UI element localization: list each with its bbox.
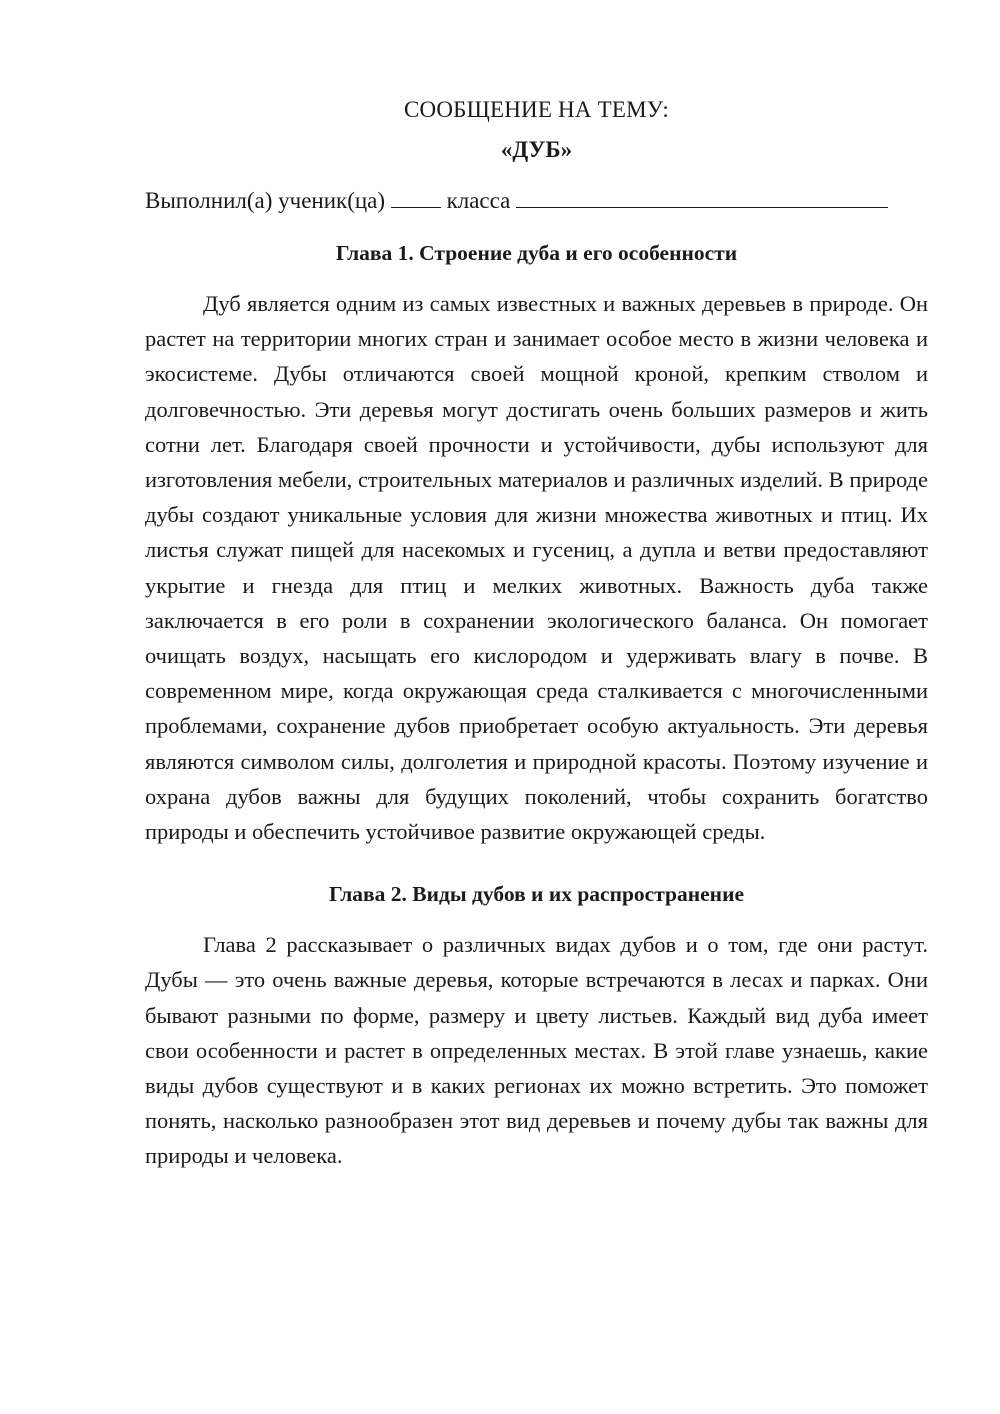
grade-blank-field xyxy=(391,185,441,208)
chapter-2-heading: Глава 2. Виды дубов и их распространение xyxy=(328,882,745,907)
document-page xyxy=(145,95,928,1174)
chapter-1-paragraph: Дуб является одним из самых известных и важных деревьев в природе. Он растет на территории многих стран и занимает особое место в жизни человека и экосистеме. Дубы отличаются своей мощной кроной, крепким стволом и долговечностью. Эти деревья могут достигать очень больших размеров и жить сотни лет. Благодаря своей прочности и устойчивости, дубы используют для изготовления мебели, строительных материалов и различных изделий. В природе дубы создают уникальные условия для жизни множества животных и птиц. Их листья служат пищей для насекомых и гусениц, а дупла и ветви предоставляют укрытие и гнезда для птиц и мелких животных. Важность дуба также заключается в его роли в сохранении экологического баланса. Он помогает очищать воздух, насыщать его кислородом и удерживать влагу в почве. В современном мире, когда окружающая среда сталкивается с многочисленными проблемами, сохранение дубов приобретает особую актуальность. Эти деревья являются символом силы, долголетия и природной красоты. Поэтому изучение и охрана дубов важны для будущих поколений, чтобы сохранить богатство природы и обеспечить устойчивое развитие окружающей среды. xyxy=(145,291,928,845)
author-line xyxy=(145,185,928,216)
name-blank-field xyxy=(516,185,888,208)
document-subject: «ДУБ» xyxy=(500,137,573,162)
chapter-1-heading: Глава 1. Строение дуба и его особенности xyxy=(335,241,738,265)
performed-by-label: Выполнил(а) ученик(ца) xyxy=(145,188,386,213)
chapter-2-paragraph: Глава 2 рассказывает о различных видах дубов и о том, где они растут. Дубы — это очень важные деревья, которые встречаются в лесах и парках. Они бывают разными по форме, размеру и цвету листьев. Каждый вид дуба имеет свои особенности и растет в определенных местах. В этой главе узнаешь, какие виды дубов существуют и в каких регионах их можно встретить. Это поможет понять, насколько разнообразен этот вид деревьев и почему дубы так важны для природы и человека. xyxy=(145,932,928,1169)
class-label: класса xyxy=(446,188,511,213)
document-title: СООБЩЕНИЕ НА ТЕМУ: xyxy=(404,97,669,122)
